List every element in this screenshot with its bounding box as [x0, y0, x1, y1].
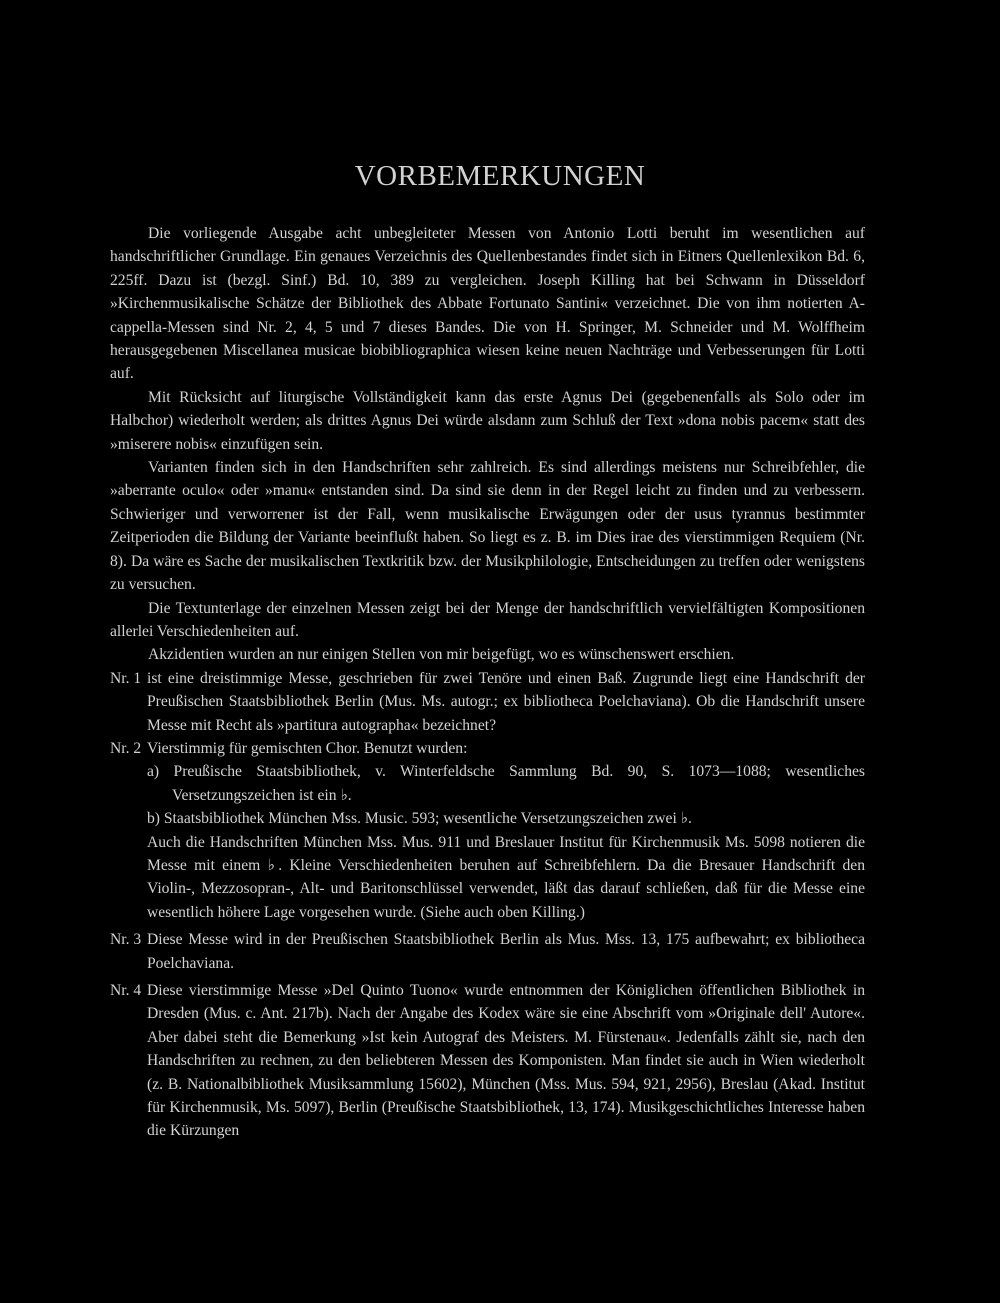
document-body: [110, 222, 865, 1143]
entry-text: Diese vierstimmige Messe »Del Quinto Tuono« wurde entnommen der Königlichen öffentlichen Bibliothek in Dresden (Mus. c. Ant. 217b). Nach der Angabe des Kodex wäre sie eine Abschrift vom »Originale dell' Autore«. Aber dabei steht die Bemerkung »Ist kein Autograf des Meisters. M. Fürstenau«. Jedenfalls zählt sie, nach den Handschriften zu rechnen, zu den beliebteren Messen des Komponisten. Man findet sie auch in Wien wiederholt (z. B. Nationalbibliothek Musiksammlung 15602), München (Mss. Mus. 594, 921, 2956), Breslau (Akad. Institut für Kirchenmusik, Ms. 5097), Berlin (Preußische Staatsbibliothek, 13, 174). Musikgeschichtliches Interesse haben die Kürzungen: [147, 982, 865, 1140]
paragraph-variants: Varianten finden sich in den Handschriften sehr zahlreich. Es sind allerdings meistens nur Schreibfehler, die »aberrante oculo« oder »manu« entstanden sind. Da sind sie denn in der Regel leicht zu finden und zu verbessern. Schwieriger und verworrener ist der Fall, wenn musikalische Erwägungen oder der usus tyrannus bestimmter Zeitperioden die Bildung der Variante beeinflußt haben. So liegt es z. B. im Dies irae des vierstimmigen Requiem (Nr. 8). Da wäre es Sache der musikalischen Textkritik bzw. der Musikphilologie, Entscheidungen zu treffen oder wenigstens zu versuchen.: [110, 459, 865, 594]
paragraph-agnus-dei: Mit Rücksicht auf liturgische Vollständigkeit kann das erste Agnus Dei (gegebenenfalls als Solo oder im Halbchor) wiederholt werden; als drittes Agnus Dei würde alsdann zum Schluß der Text »dona nobis pacem« statt des »miserere nobis« einzufügen sein.: [110, 388, 865, 453]
page-title: VORBEMERKUNGEN: [354, 160, 646, 192]
entry-label: Nr. 4: [110, 982, 142, 999]
entry-label: Nr. 2: [110, 739, 142, 757]
source-b: b) Staatsbibliothek München Mss. Music. 593; wesentliche Versetzungszeichen zwei ♭.: [147, 810, 692, 828]
entry-label: Nr. 1: [110, 669, 142, 687]
paragraph-sources: Die vorliegende Ausgabe acht unbegleiteter Messen von Antonio Lotti beruht im wesentlichen auf handschriftlicher Grundlage. Ein genaues Verzeichnis des Quellenbestandes findet sich in Eitners Quellenlexikon Bd. 6, 225ff. Dazu ist (bezgl. Sinf.) Bd. 10, 389 zu vergleichen. Joseph Killing hat bei Schwann in Düsseldorf »Kirchenmusikalische Schätze der Bibliothek des Abbate Fortunato Santini« verzeichnet. Die von ihm notierten A-cappella-Messen sind Nr. 2, 4, 5 und 7 dieses Bandes. Die von H. Springer, M. Schneider und M. Wolffheim herausgegebenen Miscellanea musicae biobibliographica wiesen keine neuen Nachträge und Verbesserungen für Lotti auf.: [110, 225, 865, 383]
entry-text: ist eine dreistimmige Messe, geschrieben für zwei Tenöre und einen Baß. Zugrunde liegt eine Handschrift der Preußischen Staatsbibliothek Berlin (Mus. Ms. autogr.; ex bibliotheca Poelchaviana). Ob die Handschrift unsere Messe mit Recht als »partitura autographa« bezeichnet?: [147, 669, 865, 734]
mass-entry-nr2-details: [147, 760, 865, 924]
mass-entry-nr1: [110, 667, 865, 737]
paragraph-accidentals: Akzidentien wurden an nur einigen Stellen von mir beigefügt, wo es wünschenswert erschien.: [148, 646, 735, 664]
mass-entry-nr4: [110, 979, 865, 1143]
paragraph-text-underlay: Die Textunterlage der einzelnen Messen zeigt bei der Menge der handschriftlich vervielfältigten Kompositionen allerlei Verschiedenheiten auf.: [110, 599, 865, 640]
entry-text: Diese Messe wird in der Preußischen Staatsbibliothek Berlin als Mus. Mss. 13, 175 aufbewahrt; ex bibliotheca Poelchaviana.: [147, 931, 865, 972]
mass-entry-nr2: [110, 737, 865, 760]
mass-entry-nr3: [110, 928, 865, 975]
source-notes: Auch die Handschriften München Mss. Mus. 911 und Breslauer Institut für Kirchenmusik Ms. 5098 notieren die Messe mit einem ♭. Kleine Verschiedenheiten beruhen auf Schreibfehlern. Da die Bresauer Handschrift den Violin-, Mezzosopran-, Alt- und Baritonschlüssel verwendet, läßt das darauf schließen, daß für die Messe eine wesentlich höhere Lage vorgesehen wurde. (Siehe auch oben Killing.): [147, 833, 865, 921]
entry-label: Nr. 3: [110, 931, 142, 949]
entry-text: Vierstimmig für gemischten Chor. Benutzt wurden:: [147, 739, 468, 757]
source-a: a) Preußische Staatsbibliothek, v. Winterfeldsche Sammlung Bd. 90, S. 1073—1088; wesentliches Versetzungszeichen ist ein ♭.: [147, 763, 865, 804]
